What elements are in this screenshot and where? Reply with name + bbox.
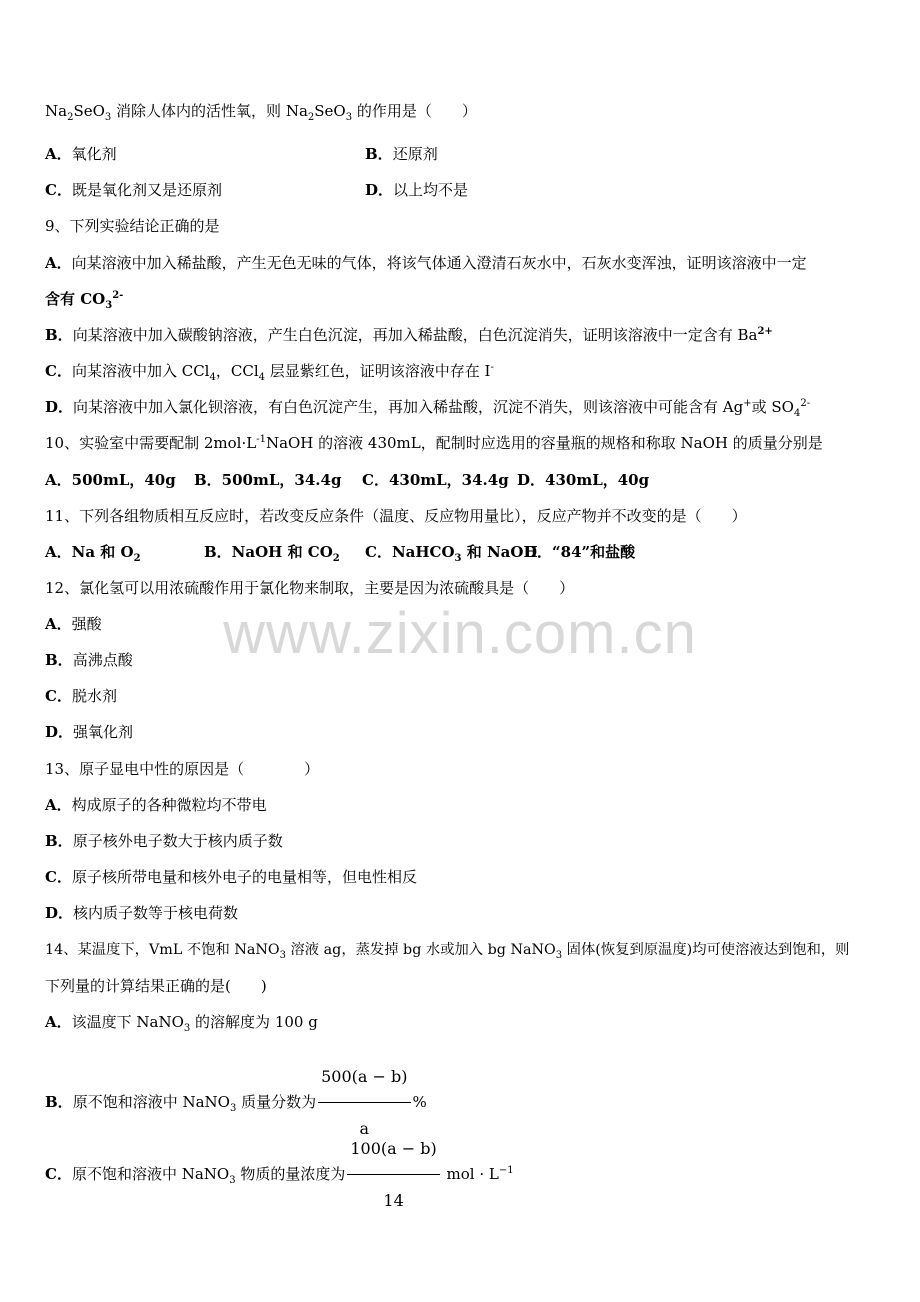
q10-option-c: C．430mL，34.4g (362, 471, 509, 489)
q9-option-a: A．向某溶液中加入稀盐酸，产生无色无味的气体，将该气体通入澄清石灰水中，石灰水变浑浊，证明该溶液中一定 (45, 254, 807, 272)
q8-option-d: D．以上均不是 (365, 181, 469, 199)
q10-option-a: A．500mL，40g (45, 471, 176, 489)
fraction-c: $\frac{100(a - b)}{14}$ (347, 1126, 439, 1224)
q14-stem-line1: 14、某温度下，VmL 不饱和 NaNO$_3$ 溶液 ag，蒸发掉 bg 水或加入 bg NaNO$_3$ 固体(恢复到原温度)均可使溶液达到饱和，则 (45, 942, 850, 961)
q13-option-c: C．原子核所带电量和核外电子的电量相等，但电性相反 (45, 868, 417, 886)
q14-stem-line2: 下列量的计算结果正确的是( ) (45, 977, 267, 995)
q11-option-d: D．“84”和盐酸 (524, 543, 636, 561)
watermark: www.zixin.com.cn (223, 601, 697, 666)
q12-stem: 12、氯化氢可以用浓硫酸作用于氯化物来制取，主要是因为浓硫酸具是（ ） (45, 579, 575, 597)
q8-option-c: C．既是氧化剂又是还原剂 (45, 181, 222, 199)
q14-option-a: A．该温度下 NaNO$_3$ 的溶解度为 100 g (45, 1013, 318, 1034)
q12-option-a: A．强酸 (45, 615, 102, 633)
q8-option-b: B．还原剂 (365, 145, 438, 163)
q13-option-d: D．核内质子数等于核电荷数 (45, 904, 239, 922)
q13-option-a: A．构成原子的各种微粒均不带电 (45, 796, 267, 814)
q11-option-b: B．NaOH 和 $CO_2$ (204, 543, 340, 564)
q8-stem: $Na_2SeO_3$ 消除人体内的活性氧，则 $Na_2SeO_3$ 的作用是（ ） (45, 102, 477, 123)
q9-option-c: C．向某溶液中加入 CCl$_4$，CCl$_4$ 层显紫红色，证明该溶液中存在 I- (45, 362, 494, 383)
q13-option-b: B．原子核外电子数大于核内质子数 (45, 832, 283, 850)
q12-option-d: D．强氧化剂 (45, 723, 134, 741)
q11-option-a: A．Na 和 $O_2$ (45, 543, 141, 564)
q11-stem: 11、下列各组物质相互反应时，若改变反应条件（温度、反应物用量比），反应产物并不改变的是（ ） (45, 507, 747, 525)
q14-option-b: B．原不饱和溶液中 NaNO$_3$ 质量分数为 $\frac{500(a - b)}{a}$ % (45, 1054, 427, 1152)
q14-option-c: C．原不饱和溶液中 NaNO$_3$ 物质的量浓度为 $\frac{100(a - b)}{14}$ mol · $L^{-1}$ (45, 1126, 514, 1224)
q13-stem: 13、原子显电中性的原因是（ ） (45, 760, 320, 778)
q9-option-a-cont: 含有 $CO_3^{2-}$ (45, 290, 124, 311)
q9-stem: 9、下列实验结论正确的是 (45, 217, 220, 235)
q10-stem: 10、实验室中需要配制 $2mol\cdot L^{-1}NaOH$ 的溶液 430mL，配制时应选用的容量瓶的规格和称取 NaOH 的质量分别是 (45, 434, 823, 452)
q9-option-b: B．向某溶液中加入碳酸钠溶液，产生白色沉淀，再加入稀盐酸，白色沉淀消失，证明该溶液中一定含有 $Ba^{2+}$ (45, 326, 773, 344)
fraction-b: $\frac{500(a - b)}{a}$ (318, 1054, 410, 1152)
q10-option-d: D．430mL，40g (517, 471, 650, 489)
q8-option-a: A．氧化剂 (45, 145, 117, 163)
q12-option-b: B．高沸点酸 (45, 651, 133, 669)
q11-option-c: C．NaHCO$_3$ 和 NaOH (365, 543, 538, 564)
q12-option-c: C．脱水剂 (45, 687, 117, 705)
q10-option-b: B．500mL，34.4g (194, 471, 342, 489)
q9-option-d: D．向某溶液中加入氯化钡溶液，有白色沉淀产生，再加入稀盐酸，沉淀不消失，则该溶液中可能含有 Ag+或 $SO_4^{2-}$ (45, 398, 811, 419)
